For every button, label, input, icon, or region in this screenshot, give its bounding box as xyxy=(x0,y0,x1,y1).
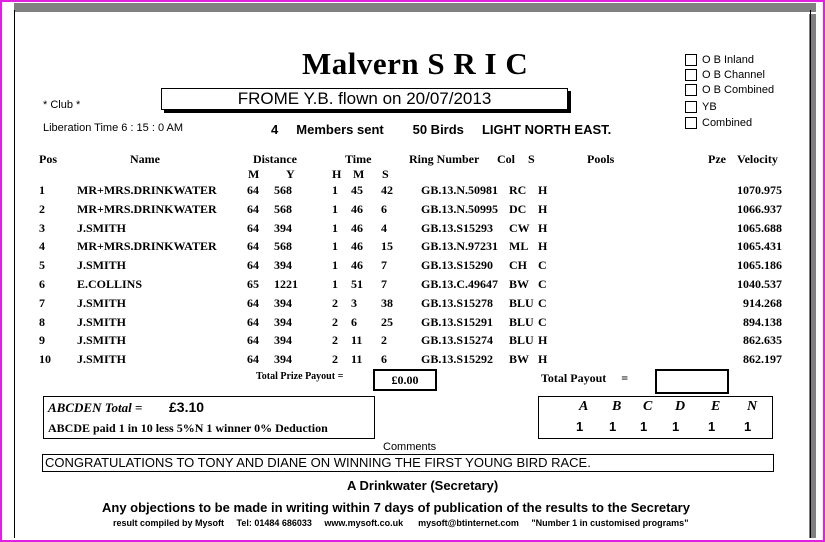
cell-s: 42 xyxy=(381,183,393,197)
cell-sex: C xyxy=(538,258,547,273)
pool-letter: C xyxy=(643,399,653,414)
cell-vel: 1065.431 xyxy=(737,239,782,254)
cell-h: 1 xyxy=(332,277,338,291)
checkbox-box[interactable] xyxy=(685,101,697,113)
cell-vel: 1065.688 xyxy=(737,220,782,235)
cell-name: MR+MRS.DRINKWATER xyxy=(77,183,217,197)
objections-note: Any objections to be made in writing within 7 days of publication of the results to the Secretary xyxy=(102,500,690,515)
cell-mm: 3 xyxy=(351,295,357,310)
cell-m: 64 xyxy=(247,220,259,235)
cell-col: DC xyxy=(509,201,527,216)
cell-s: 2 xyxy=(381,333,387,348)
compiled-by: result compiled by Mysoft Tel: 01484 686033 www.mysoft.co.uk mysoft@btinternet.com "Number 1 in customised programs" xyxy=(113,518,689,528)
pool-letter: D xyxy=(675,399,686,414)
checkbox-label: Combined xyxy=(702,117,753,129)
cell-mm: 46 xyxy=(351,201,363,216)
pool-total-value: £3.10 xyxy=(169,399,205,415)
cell-ring: GB.13.S15292 xyxy=(421,352,494,367)
cell-sex: H xyxy=(538,239,548,254)
table-row xyxy=(0,202,825,221)
cell-sex: H xyxy=(538,220,548,235)
cell-pos: 6 xyxy=(39,277,45,291)
cell-m: 64 xyxy=(247,201,259,216)
cell-m: 64 xyxy=(247,295,259,310)
cell-col: BLU xyxy=(509,295,534,310)
col-ring: Ring Number xyxy=(409,152,480,166)
table-row xyxy=(0,277,825,296)
cell-y: 568 xyxy=(274,201,292,216)
table-row xyxy=(0,296,825,315)
total-prize-value: £0.00 xyxy=(373,369,437,391)
cell-m: 64 xyxy=(247,352,259,367)
cell-y: 568 xyxy=(274,183,292,197)
members-summary: 4 Members sent 50 Birds LIGHT NORTH EAST. xyxy=(271,122,612,137)
cell-vel: 862.635 xyxy=(743,333,782,348)
col-time-s: S xyxy=(382,167,389,181)
table-row xyxy=(0,315,825,334)
cell-s: 7 xyxy=(381,277,387,291)
pool-total-label: ABCDEN Total = xyxy=(48,400,143,415)
cell-col: ML xyxy=(509,239,529,254)
cell-mm: 46 xyxy=(351,239,363,254)
cell-col: CH xyxy=(509,258,527,273)
cell-s: 15 xyxy=(381,239,393,254)
cell-vel: 862.197 xyxy=(743,352,782,367)
cell-sex: C xyxy=(538,314,547,329)
cell-vel: 1070.975 xyxy=(737,183,782,197)
cell-vel: 1040.537 xyxy=(737,277,782,291)
cell-s: 4 xyxy=(381,220,387,235)
cell-y: 394 xyxy=(274,220,292,235)
cell-sex: H xyxy=(538,352,548,367)
checkbox-yb[interactable] xyxy=(685,101,717,113)
table-row xyxy=(0,258,825,277)
cell-h: 1 xyxy=(332,201,338,216)
cell-col: CW xyxy=(509,220,530,235)
total-payout-value xyxy=(655,369,729,394)
cell-y: 394 xyxy=(274,295,292,310)
cell-pos: 2 xyxy=(39,201,45,216)
cell-col: RC xyxy=(509,183,527,197)
checkbox-combined[interactable] xyxy=(685,117,752,129)
cell-m: 65 xyxy=(247,277,259,291)
pool-description: ABCDE paid 1 in 10 less 5%N 1 winner 0% Deduction xyxy=(48,421,328,435)
cell-y: 1221 xyxy=(274,277,298,291)
cell-col: BW xyxy=(509,352,530,367)
table-row xyxy=(0,333,825,352)
col-velocity: Velocity xyxy=(737,152,778,166)
cell-vel: 914.268 xyxy=(743,295,782,310)
cell-sex: C xyxy=(538,277,547,291)
cell-pos: 1 xyxy=(39,183,45,197)
checkbox-label: O B Inland xyxy=(702,54,754,66)
pool-letter: N xyxy=(747,399,758,414)
pool-letter: E xyxy=(711,399,721,414)
cell-y: 394 xyxy=(274,258,292,273)
cell-name: MR+MRS.DRINKWATER xyxy=(77,201,217,216)
col-pools: Pools xyxy=(587,152,615,166)
cell-y: 394 xyxy=(274,352,292,367)
cell-name: J.SMITH xyxy=(77,258,127,273)
col-pos: Pos xyxy=(39,152,57,166)
cell-name: J.SMITH xyxy=(77,220,127,235)
cell-sex: H xyxy=(538,201,548,216)
cell-vel: 894.138 xyxy=(743,314,782,329)
checkbox-ob-combined[interactable] xyxy=(685,84,774,96)
col-time: Time xyxy=(345,152,372,166)
cell-ring: GB.13.S15278 xyxy=(421,295,494,310)
pool-total-box xyxy=(43,396,375,439)
cell-name: J.SMITH xyxy=(77,333,127,348)
pool-count: 1 xyxy=(609,419,617,434)
cell-ring: GB.13.S15290 xyxy=(421,258,494,273)
cell-mm: 11 xyxy=(351,352,363,367)
col-prize: Pze xyxy=(708,152,726,166)
cell-mm: 51 xyxy=(351,277,363,291)
cell-mm: 46 xyxy=(351,220,363,235)
cell-col: BLU xyxy=(509,314,534,329)
club-title: Malvern S R I C xyxy=(302,46,529,81)
cell-pos: 5 xyxy=(39,258,45,273)
checkbox-label: YB xyxy=(702,101,717,113)
cell-s: 25 xyxy=(381,314,393,329)
table-row xyxy=(0,239,825,258)
cell-name: MR+MRS.DRINKWATER xyxy=(77,239,217,254)
cell-h: 2 xyxy=(332,295,338,310)
col-time-m: M xyxy=(353,167,365,181)
secretary: A Drinkwater (Secretary) xyxy=(347,478,499,493)
cell-col: BW xyxy=(509,277,530,291)
cell-name: J.SMITH xyxy=(77,314,127,329)
pool-letter: A xyxy=(579,399,589,414)
checkbox-label: O B Combined xyxy=(702,84,775,96)
cell-m: 64 xyxy=(247,314,259,329)
cell-s: 6 xyxy=(381,352,387,367)
checkbox-box[interactable] xyxy=(685,84,697,96)
total-prize-label: Total Prize Payout = xyxy=(256,371,344,382)
cell-m: 64 xyxy=(247,183,259,197)
cell-mm: 45 xyxy=(351,183,363,197)
cell-mm: 11 xyxy=(351,333,363,348)
cell-ring: GB.13.S15274 xyxy=(421,333,494,348)
cell-sex: H xyxy=(538,333,548,348)
cell-pos: 7 xyxy=(39,295,45,310)
cell-ring: GB.13.S15291 xyxy=(421,314,494,329)
comment-text: CONGRATULATIONS TO TONY AND DIANE ON WINNING THE FIRST YOUNG BIRD RACE. xyxy=(42,454,774,472)
table-row xyxy=(0,221,825,240)
cell-ring: GB.13.S15293 xyxy=(421,220,494,235)
col-sex: S xyxy=(528,152,535,166)
checkbox-box[interactable] xyxy=(685,69,697,81)
cell-h: 2 xyxy=(332,352,338,367)
cell-sex: H xyxy=(538,183,548,197)
cell-h: 1 xyxy=(332,183,338,197)
col-name: Name xyxy=(130,152,160,166)
col-distance: Distance xyxy=(253,152,297,166)
cell-h: 1 xyxy=(332,239,338,254)
cell-pos: 8 xyxy=(39,314,45,329)
pool-count: 1 xyxy=(640,419,648,434)
pool-count: 1 xyxy=(576,419,584,434)
cell-ring: GB.13.C.49647 xyxy=(421,277,499,291)
col-colour: Col xyxy=(497,152,515,166)
cell-m: 64 xyxy=(247,258,259,273)
cell-pos: 3 xyxy=(39,220,45,235)
cell-ring: GB.13.N.97231 xyxy=(421,239,499,254)
cell-vel: 1065.186 xyxy=(737,258,782,273)
comments-label: Comments xyxy=(383,441,437,453)
pool-letter: B xyxy=(612,399,622,414)
cell-m: 64 xyxy=(247,239,259,254)
cell-s: 7 xyxy=(381,258,387,273)
cell-mm: 6 xyxy=(351,314,357,329)
cell-ring: GB.13.N.50995 xyxy=(421,201,499,216)
cell-h: 1 xyxy=(332,220,338,235)
table-row xyxy=(0,183,825,202)
cell-pos: 9 xyxy=(39,333,45,348)
cell-name: E.COLLINS xyxy=(77,277,143,291)
cell-name: J.SMITH xyxy=(77,295,127,310)
club-label: * Club * xyxy=(43,99,81,111)
checkbox-box[interactable] xyxy=(685,54,697,66)
cell-h: 1 xyxy=(332,258,338,273)
checkbox-box[interactable] xyxy=(685,117,697,129)
cell-h: 2 xyxy=(332,333,338,348)
cell-y: 394 xyxy=(274,314,292,329)
pool-count: 1 xyxy=(744,419,752,434)
pool-counts-box xyxy=(538,396,773,439)
cell-y: 568 xyxy=(274,239,292,254)
cell-m: 64 xyxy=(247,333,259,348)
race-title-box: FROME Y.B. flown on 20/07/2013 xyxy=(161,88,568,110)
cell-s: 38 xyxy=(381,295,393,310)
total-payout-label: Total Payout = xyxy=(541,371,629,385)
pool-count: 1 xyxy=(708,419,716,434)
liberation-time: Liberation Time 6 : 15 : 0 AM xyxy=(43,122,184,134)
col-time-h: H xyxy=(332,167,342,181)
cell-s: 6 xyxy=(381,201,387,216)
cell-mm: 46 xyxy=(351,258,363,273)
checkbox-ob-channel[interactable] xyxy=(685,69,765,81)
col-distance-m: M xyxy=(248,167,260,181)
cell-pos: 4 xyxy=(39,239,45,254)
cell-name: J.SMITH xyxy=(77,352,127,367)
cell-vel: 1066.937 xyxy=(737,201,782,216)
checkbox-label: O B Channel xyxy=(702,69,765,81)
cell-col: BLU xyxy=(509,333,534,348)
cell-y: 394 xyxy=(274,333,292,348)
cell-h: 2 xyxy=(332,314,338,329)
col-distance-y: Y xyxy=(286,167,295,181)
cell-pos: 10 xyxy=(39,352,51,367)
checkbox-ob-inland[interactable] xyxy=(685,54,754,66)
pool-count: 1 xyxy=(672,419,680,434)
cell-sex: C xyxy=(538,295,547,310)
cell-ring: GB.13.N.50981 xyxy=(421,183,499,197)
